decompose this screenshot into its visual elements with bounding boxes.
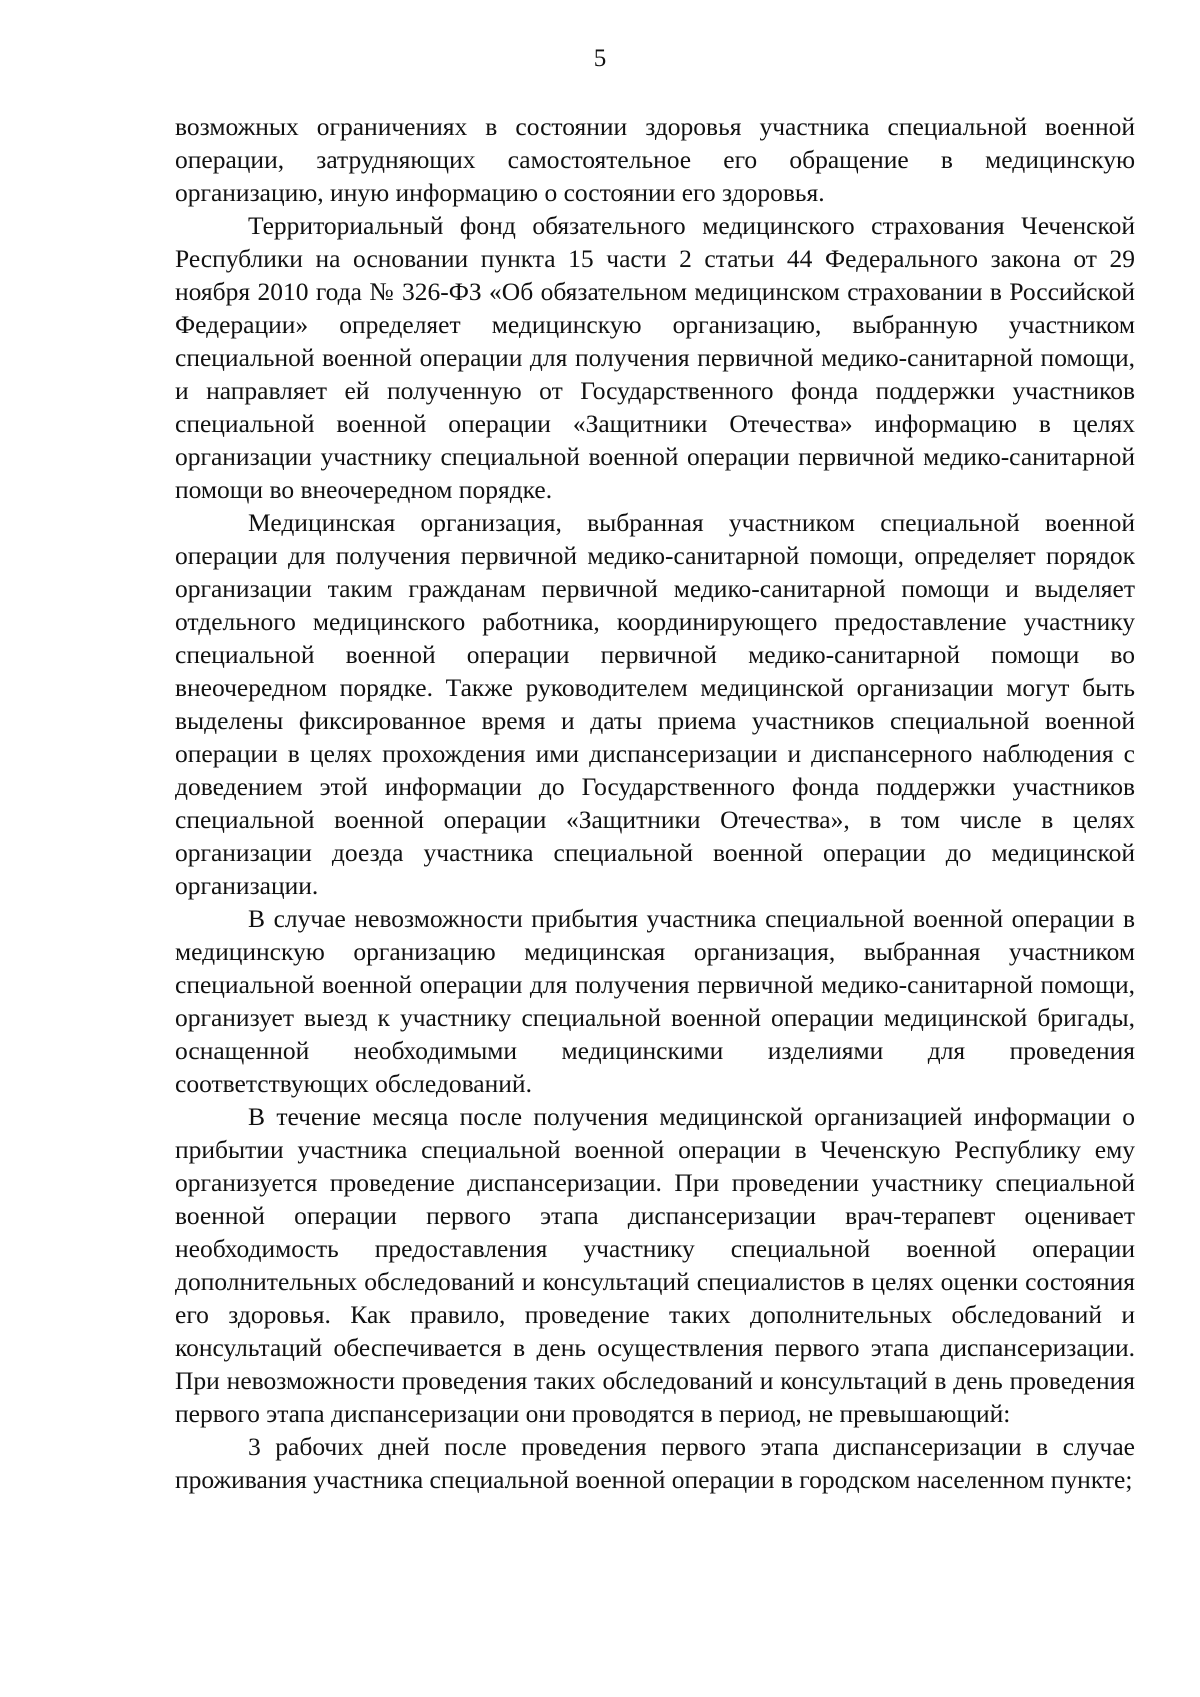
paragraph-medical-organization: Медицинская организация, выбранная участником специальной военной операции для получения первичной медико-санитарной помощи, определяет порядок организации таким гражданам первичной медико-санитарной помощи и выделяет отдельного медицинского работника, координирующего предоставление участнику специальной военной операции первичной медико-санитарной помощи во внеочередном порядке. Также руководителем медицинской организации могут быть выделены фиксированное время и даты приема участников специальной военной операции в целях прохождения ими диспансеризации и диспансерного наблюдения с доведением этой информации до Государственного фонда поддержки участников специальной военной операции «Защитники Отечества», в том числе в целях организации доезда участника специальной военной операции до медицинской организации. [175,508,1135,900]
page-number: 5 [593,45,607,72]
paragraph-home-visit: В случае невозможности прибытия участника специальной военной операции в медицинскую организацию медицинская организация, выбранная участником специальной военной операции для получения первичной медико-санитарной помощи, организует выезд к участнику специальной военной операции медицинской бригады, оснащенной необходимыми медицинскими изделиями для проведения соответствующих обследований. [175,904,1135,1098]
paragraph-continuation: возможных ограничениях в состоянии здоровья участника специальной военной операции, затрудняющих самостоятельное его обращение в медицинскую организацию, иную информацию о состоянии его здоровья. [175,112,1135,207]
paragraph-territorial-fund: Территориальный фонд обязательного медицинского страхования Чеченской Республики на основании пункта 15 части 2 статьи 44 Федерального закона от 29 ноября 2010 года № 326-ФЗ «Об обязательном медицинском страховании в Российской Федерации» определяет медицинскую организацию, выбранную участником специальной военной операции для получения первичной медико-санитарной помощи, и направляет ей полученную от Государственного фонда поддержки участников специальной военной операции «Защитники Отечества» информацию в целях организации участнику специальной военной операции первичной медико-санитарной помощи во внеочередном порядке. [175,211,1135,504]
document-body [175,110,1135,1496]
paragraph-three-days-urban: 3 рабочих дней после проведения первого этапа диспансеризации в случае проживания участника специальной военной операции в городском населенном пункте; [175,1432,1135,1494]
paragraph-dispensarization: В течение месяца после получения медицинской организацией информации о прибытии участника специальной военной операции в Чеченскую Республику ему организуется проведение диспансеризации. При проведении участнику специальной военной операции первого этапа диспансеризации врач-терапевт оценивает необходимость предоставления участнику специальной военной операции дополнительных обследований и консультаций специалистов в целях оценки состояния его здоровья. Как правило, проведение таких дополнительных обследований и консультаций обеспечивается в день осуществления первого этапа диспансеризации. При невозможности проведения таких обследований и консультаций в день проведения первого этапа диспансеризации они проводятся в период, не превышающий: [175,1102,1135,1428]
